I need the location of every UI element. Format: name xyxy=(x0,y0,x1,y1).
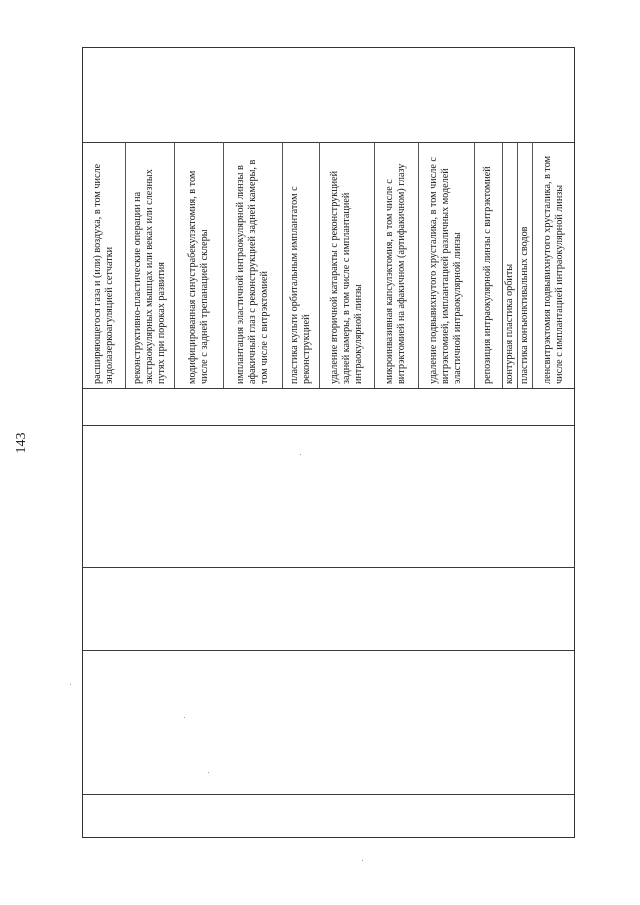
scan-speck xyxy=(258,346,259,347)
scan-speck xyxy=(362,860,363,861)
document-table xyxy=(82,47,575,838)
procedure-cell xyxy=(223,142,283,388)
table-divider-2 xyxy=(83,388,574,389)
table-divider-6 xyxy=(83,794,574,795)
scan-speck xyxy=(70,684,71,685)
procedure-cell-text: удаление подвывихнутого хрусталика, в том числе с витрэктомией, имплантацией различных моделей эластичной интраокулярной линзы xyxy=(428,157,463,384)
procedure-cell xyxy=(502,142,518,388)
table-divider-3 xyxy=(83,425,574,426)
procedure-cell xyxy=(474,142,503,388)
procedure-cell xyxy=(532,142,576,388)
procedure-cell-text: реконструктивно-пластические операции на экстраокулярных мышцах или веках или слезных путях при пороках развития xyxy=(131,169,167,384)
procedure-cell-text: расширяющегося газа и (или) воздуха, в том числе эндолазеркоагуляцией сетчатки xyxy=(92,163,115,384)
procedure-cell xyxy=(282,142,320,388)
procedure-cell-text: контурная пластика орбиты xyxy=(503,263,515,384)
procedure-cell-text: репозиция интраокулярной линзы с витрэктомией xyxy=(482,166,493,384)
table-divider-5 xyxy=(83,650,574,651)
scan-speck xyxy=(208,772,209,773)
procedure-cell-text: удаление вторичной катаракты с реконструкцией задней камеры, в том числе с имплантацией интраокулярной линзы xyxy=(328,170,364,384)
procedure-cell xyxy=(174,142,224,388)
procedure-cell xyxy=(374,142,419,388)
procedure-cell xyxy=(517,142,533,388)
procedure-cell xyxy=(418,142,475,388)
procedure-cell-text: пластика культи орбитальным имплантатом с реконструкцией xyxy=(288,186,312,384)
procedure-cell xyxy=(125,142,175,388)
procedure-cell xyxy=(83,142,126,388)
scan-speck xyxy=(184,717,185,718)
page-number: 143 xyxy=(14,432,29,454)
procedure-cell-text: микроинвазивная капсулэктомия, в том числе с витрэктомией на афакичном (артифакичном) глазу xyxy=(384,163,407,384)
procedure-cell-text: ленсвитрэктомия подвывихнутого хрусталика, в том числе с имплантацией интраокулярной линзы xyxy=(542,155,565,384)
table-divider-4 xyxy=(83,567,574,568)
procedure-cell-text: имплантация эластичной интраокулярной линзы в афакичный глаз с реконструкцией задней камеры, в том числе с витрэктомией xyxy=(234,159,270,384)
procedure-cell-text: пластика конъюнктивальных сводов xyxy=(518,226,530,384)
procedure-cells-row xyxy=(83,142,574,388)
procedure-cell xyxy=(319,142,375,388)
scan-speck xyxy=(300,454,301,455)
procedure-cell-text: модифицированная синустрабекулэктомия, в том числе с задней трепанацией склеры xyxy=(186,170,210,384)
